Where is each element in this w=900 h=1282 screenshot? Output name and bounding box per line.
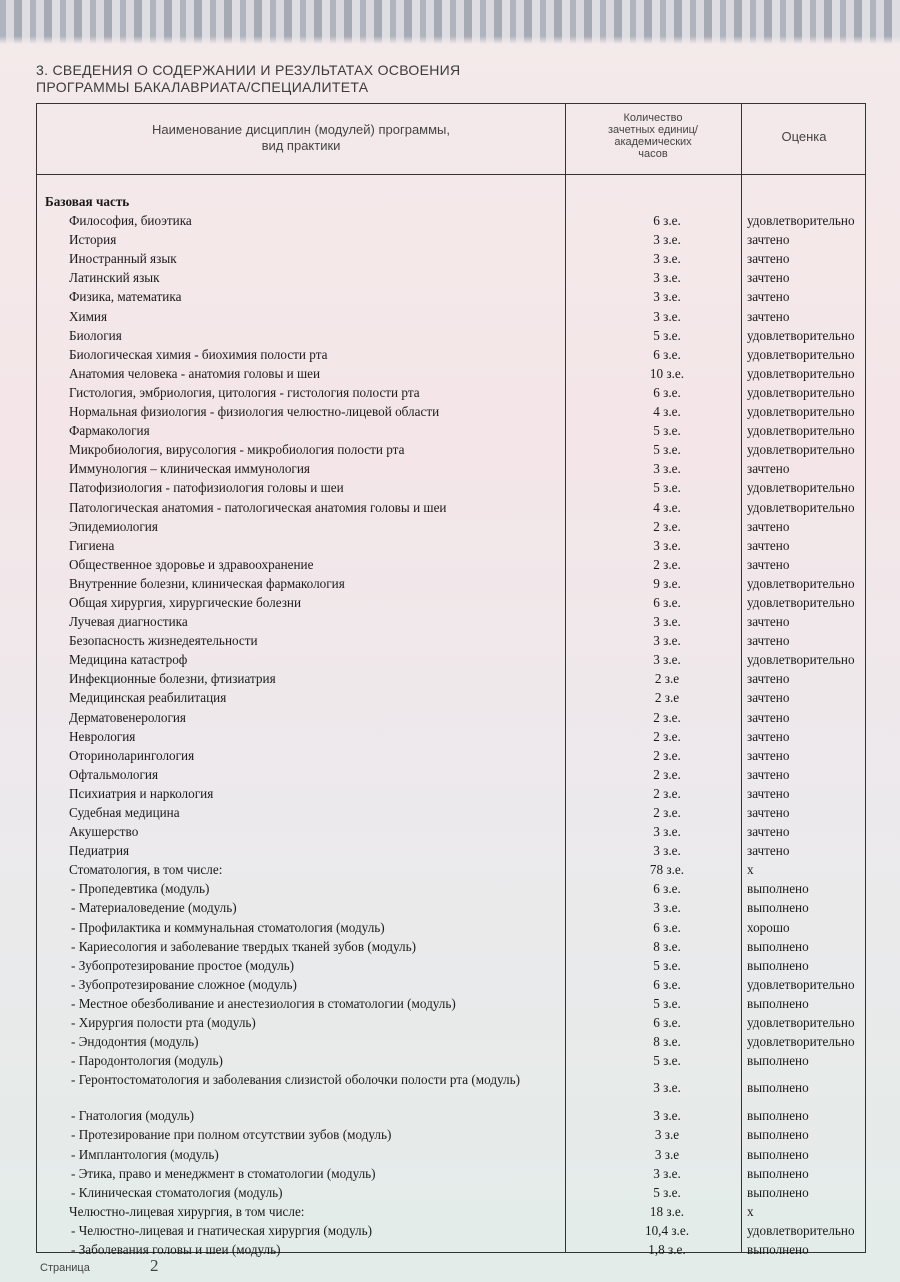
discipline-name: Неврология [69,728,136,744]
decorative-border [0,0,900,44]
table-row [37,326,867,345]
credits-value: 3 з.е. [653,537,681,553]
discipline-name: - Клиническая стоматология (модуль) [71,1184,283,1200]
discipline-name: Биология [69,327,122,343]
credits-value: 2 з.е. [653,709,681,725]
discipline-name: - Челюстно-лицевая и гнатическая хирургия (модуль) [71,1222,373,1238]
credits-value: 3 з.е. [653,1165,681,1181]
credits-value: 6 з.е. [653,976,681,992]
grade-value: удовлетворительно [747,1034,855,1050]
table-row [37,1106,867,1125]
table-row [37,631,867,650]
discipline-name: Общая хирургия, хирургические болезни [69,594,302,610]
table-row [37,459,867,478]
credits-value: 2 з.е. [653,728,681,744]
discipline-name: - Зубопротезирование простое (модуль) [71,957,295,973]
grade-value: выполнено [747,1146,809,1162]
grade-value: зачтено [747,308,790,324]
credits-value: 3 з.е. [653,289,681,305]
discipline-name: Судебная медицина [69,805,180,820]
discipline-name: Фармакология [69,423,150,439]
grade-value: зачтено [747,270,790,286]
grade-value: удовлетворительно [747,976,855,992]
footer-label: Страница [40,1262,90,1274]
discipline-name: - Эндодонтия (модуль) [71,1034,199,1050]
header-divider [37,174,865,175]
table-row [37,841,867,860]
table-row [37,498,867,517]
discipline-name: Биологическая химия - биохимия полости рта [69,346,328,362]
grade-value: удовлетворительно [747,327,855,343]
credits-value: 6 з.е. [653,213,681,229]
grade-value: зачтено [747,747,790,763]
table-row [37,536,867,555]
credits-value: 5 з.е. [653,995,681,1011]
grade-value: зачтено [747,251,790,267]
credits-value: 3 з.е. [653,614,681,630]
credits-value: 3 з.е. [653,270,681,286]
credits-value: 5 з.е. [653,1184,681,1200]
discipline-name: Инфекционные болезни, фтизиатрия [69,671,276,687]
header-text: академических [614,136,692,148]
table-row [37,803,867,822]
credits-value: 3 з.е. [653,843,681,859]
credits-value: 3 з.е [654,1127,680,1143]
grade-value: зачтено [747,824,790,840]
credits-value: 3 з.е. [653,824,681,840]
table-row [37,345,867,364]
discipline-name: Дерматовенерология [69,709,186,725]
discipline-name: Эпидемиология [69,518,158,534]
discipline-name: - Материаловедение (модуль) [71,900,237,916]
table-row [37,612,867,631]
credits-value: 3 з.е. [653,652,681,668]
table-row [37,574,867,593]
table-row [37,860,867,879]
credits-value: 4 з.е. [653,499,681,515]
grade-value: удовлетворительно [747,404,855,420]
table-row [37,879,867,898]
table-row [37,383,867,402]
discipline-name: Внутренние болезни, клиническая фармакология [69,575,345,591]
discipline-name: Химия [69,308,108,324]
table-row [37,1032,867,1051]
discipline-name: Психиатрия и наркология [69,785,214,801]
table-row [37,402,867,421]
grade-value: удовлетворительно [747,442,855,458]
section-title-line: ПРОГРАММЫ БАКАЛАВРИАТА/СПЕЦИАЛИТЕТА [36,79,369,95]
grade-value: удовлетворительно [747,1222,855,1238]
credits-value: 1,8 з.е. [648,1241,686,1257]
discipline-name: - Этика, право и менеджмент в стоматологии (модуль) [71,1165,376,1181]
grade-value: зачтено [747,633,790,649]
table-row [37,708,867,727]
credits-value: 2 з.е [654,690,680,706]
table-row [37,937,867,956]
grade-value: удовлетворительно [747,480,855,496]
discipline-name: Анатомия человека - анатомия головы и шеи [69,365,321,381]
table-row [37,669,867,688]
table-row [37,956,867,975]
discipline-name: - Пародонтология (модуль) [71,1053,223,1069]
grade-value: удовлетворительно [747,346,855,362]
grade-value: удовлетворительно [747,365,855,381]
credits-value: 8 з.е. [653,938,681,954]
discipline-name: Офтальмология [69,766,159,782]
grade-value: выполнено [747,1184,809,1200]
grade-value: удовлетворительно [747,384,855,400]
credits-value: 3 з.е. [653,232,681,248]
header-grade: Оценка [781,129,827,144]
table-row [37,1240,867,1259]
grade-value: выполнено [747,938,809,954]
credits-value: 5 з.е. [653,1053,681,1069]
grade-value: выполнено [747,1108,809,1124]
grade-value: удовлетворительно [747,499,855,515]
credits-value: 6 з.е. [653,919,681,935]
table-row [37,994,867,1013]
table-row [37,1183,867,1202]
table-row [37,1145,867,1164]
credits-value: 3 з.е [654,1146,680,1162]
grade-value: удовлетворительно [747,594,855,610]
grade-value: зачтено [747,690,790,706]
table-row [37,307,867,326]
grade-value: х [747,862,754,878]
discipline-name: Иммунология – клиническая иммунология [69,461,310,477]
grade-value: зачтено [747,537,790,553]
grade-value: зачтено [747,518,790,534]
table-row [37,1013,867,1032]
header-discipline [37,122,565,154]
header-text: Наименование дисциплин (модулей) программы, [151,122,451,137]
table-body [37,192,867,1259]
discipline-name: Патологическая анатомия - патологическая анатомия головы и шеи [69,499,447,515]
results-table [36,103,866,1257]
table-row [37,593,867,612]
credits-value: 3 з.е. [653,251,681,267]
grade-value: зачтено [747,785,790,801]
credits-value: 6 з.е. [653,384,681,400]
credits-value: 2 з.е [654,671,680,687]
credits-value: 5 з.е. [653,442,681,458]
grade-value: выполнено [747,1127,809,1143]
credits-value: 3 з.е. [653,461,681,477]
discipline-name: Педиатрия [69,843,130,859]
discipline-name: Челюстно-лицевая хирургия, в том числе: [69,1203,305,1219]
grade-value: зачтено [747,805,790,820]
table-row [37,746,867,765]
discipline-name: - Местное обезболивание и анестезиология в стоматологии (модуль) [71,995,456,1011]
discipline-name: Общественное здоровье и здравоохранение [69,556,314,572]
table-row [37,822,867,841]
table-row [37,650,867,669]
table-row [37,1221,867,1240]
table-row [37,421,867,440]
grade-value: выполнено [747,1165,809,1181]
table-row [37,765,867,784]
discipline-name: Физика, математика [69,289,182,305]
discipline-name: История [69,232,117,248]
header-text: зачетных единиц/ [608,124,698,136]
discipline-name: Микробиология, вирусология - микробиология полости рта [69,442,405,458]
credits-value: 2 з.е. [653,805,681,820]
discipline-name: - Хирургия полости рта (модуль) [71,1015,256,1031]
grade-value: удовлетворительно [747,575,855,591]
credits-value: 2 з.е. [653,518,681,534]
grade-value: зачтено [747,232,790,248]
grade-value: выполнено [747,1080,809,1096]
discipline-name: - Геронтостоматология и заболевания слизистой оболочки полости рта (модуль) [71,1072,521,1088]
table-row [37,440,867,459]
discipline-name: Иностранный язык [69,251,177,267]
grade-value: зачтено [747,766,790,782]
grade-value: выполнено [747,1241,809,1257]
credits-value: 6 з.е. [653,881,681,897]
grade-value: зачтено [747,461,790,477]
grade-value: выполнено [747,995,809,1011]
discipline-name: - Пропедевтика (модуль) [71,881,210,897]
table-row [37,249,867,268]
discipline-name: Патофизиология - патофизиология головы и шеи [69,480,344,496]
header-text: часов [638,148,668,160]
credits-value: 78 з.е. [649,862,685,878]
page-number: 2 [150,1256,159,1275]
discipline-name: Медицинская реабилитация [69,690,227,706]
grade-value: хорошо [747,919,790,935]
table-row [37,517,867,536]
grade-value: зачтено [747,614,790,630]
discipline-name: Нормальная физиология - физиология челюстно-лицевой области [69,404,440,420]
credits-value: 10 з.е. [649,365,685,381]
grade-value: зачтено [747,709,790,725]
header-text: вид практики [261,138,341,153]
discipline-name: - Заболевания головы и шеи (модуль) [71,1241,281,1257]
credits-value: 18 з.е. [649,1203,685,1219]
table-row [37,688,867,707]
table-row [37,287,867,306]
credits-value: 2 з.е. [653,747,681,763]
discipline-name: - Имплантология (модуль) [71,1146,219,1162]
credits-value: 3 з.е. [653,308,681,324]
discipline-name: Акушерство [69,824,139,840]
credits-value: 2 з.е. [653,766,681,782]
credits-value: 2 з.е. [653,785,681,801]
credits-value: 3 з.е. [653,900,681,916]
table-row [37,975,867,994]
credits-value: 6 з.е. [653,346,681,362]
grade-value: зачтено [747,843,790,859]
table-row [37,727,867,746]
grade-value: удовлетворительно [747,423,855,439]
section-title-line: 3. СВЕДЕНИЯ О СОДЕРЖАНИИ И РЕЗУЛЬТАТАХ ОСВОЕНИЯ [36,62,461,78]
credits-value: 8 з.е. [653,1034,681,1050]
page-footer [40,1256,159,1275]
credits-value: 3 з.е. [653,633,681,649]
table-row [37,211,867,230]
grade-value: зачтено [747,671,790,687]
discipline-name: Лучевая диагностика [69,614,188,630]
discipline-name: - Кариесология и заболевание твердых тканей зубов (модуль) [71,938,416,954]
section-row [37,192,867,211]
discipline-name: Философия, биоэтика [69,213,192,229]
discipline-name: - Протезирование при полном отсутствии зубов (модуль) [71,1127,392,1143]
credits-value: 5 з.е. [653,423,681,439]
table-row [37,1051,867,1070]
table-row [37,918,867,937]
discipline-name: Медицина катастроф [69,652,188,668]
grade-value: удовлетворительно [747,213,855,229]
table-row [37,268,867,287]
discipline-name: Латинский язык [69,270,160,286]
credits-value: 9 з.е. [653,575,681,591]
grade-value: удовлетворительно [747,1015,855,1031]
table-row [37,364,867,383]
credits-value: 4 з.е. [653,404,681,420]
section-title [36,62,460,96]
grade-value: выполнено [747,881,809,897]
grade-value: выполнено [747,957,809,973]
header-text: Количество [623,112,683,124]
discipline-name: - Зубопротезирование сложное (модуль) [71,976,297,992]
grade-value: зачтено [747,728,790,744]
discipline-name: Безопасность жизнедеятельности [69,633,258,649]
credits-value: 3 з.е. [653,1108,681,1124]
discipline-name: - Профилактика и коммунальная стоматология (модуль) [71,919,385,935]
credits-value: 5 з.е. [653,957,681,973]
grade-value: х [747,1203,754,1219]
grade-value: удовлетворительно [747,652,855,668]
table-row [37,1125,867,1144]
credits-value: 3 з.е. [653,1080,681,1096]
credits-value: 2 з.е. [653,556,681,572]
discipline-name: Стоматология, в том числе: [69,862,223,878]
credits-value: 10,4 з.е. [644,1222,690,1238]
table-row [37,898,867,917]
table-row [37,230,867,249]
grade-value: зачтено [747,289,790,305]
discipline-name: Гигиена [69,537,115,553]
credits-value: 6 з.е. [653,594,681,610]
table-row [37,1164,867,1183]
section-label: Базовая часть [45,194,130,209]
discipline-name: - Гнатология (модуль) [71,1108,195,1124]
header-credits [565,112,741,160]
table-row [37,1202,867,1221]
grade-value: зачтено [747,556,790,572]
credits-value: 6 з.е. [653,1015,681,1031]
table-row [37,555,867,574]
table-row [37,784,867,803]
credits-value: 5 з.е. [653,480,681,496]
grade-value: выполнено [747,900,809,916]
discipline-name: Оториноларингология [69,747,195,763]
grade-value: выполнено [747,1053,809,1069]
discipline-name: Гистология, эмбриология, цитология - гистология полости рта [69,384,420,400]
credits-value: 5 з.е. [653,327,681,343]
table-row [37,1070,867,1106]
table-row [37,478,867,497]
